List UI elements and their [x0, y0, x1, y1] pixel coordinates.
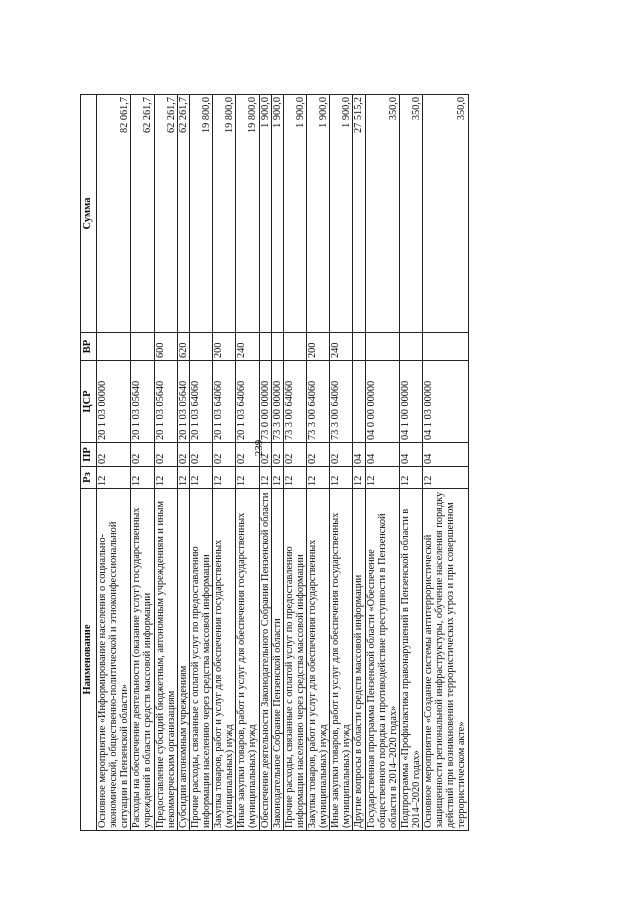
page-number: 239: [253, 439, 265, 457]
cell-name: Законодательное Собрание Пензенской области: [271, 489, 283, 831]
cell-pr: 04: [423, 443, 468, 467]
cell-vr: 600: [154, 333, 177, 361]
header-name: Наименование: [81, 489, 97, 831]
cell-pr: 02: [306, 443, 329, 467]
cell-sum: 62 261,7: [154, 95, 177, 333]
cell-vr: [399, 333, 422, 361]
cell-pr: 02: [283, 443, 306, 467]
cell-sum: 1 900,0: [283, 95, 306, 333]
cell-csr: [353, 361, 365, 443]
cell-pr: 02: [154, 443, 177, 467]
cell-name: Предоставление субсидий бюджетным, автономным учреждениям и иным некоммерческим организациям: [154, 489, 177, 831]
cell-rz: 12: [213, 467, 236, 489]
table-row: [330, 95, 353, 831]
table-row: [131, 95, 154, 831]
cell-rz: 12: [131, 467, 154, 489]
cell-csr: 73 0 00 00000: [259, 361, 271, 443]
cell-rz: 12: [177, 467, 189, 489]
cell-rz: 12: [154, 467, 177, 489]
cell-rz: 12: [399, 467, 422, 489]
cell-name: Обеспечение деятельности Законодательного Собрания Пензенской области: [259, 489, 271, 831]
cell-rz: 12: [306, 467, 329, 489]
table-row: [271, 95, 283, 831]
table-row: [283, 95, 306, 831]
table-row: [423, 95, 468, 831]
table-row: [213, 95, 236, 831]
cell-pr: 02: [330, 443, 353, 467]
cell-sum: 82 061,7: [97, 95, 131, 333]
cell-vr: 620: [177, 333, 189, 361]
cell-sum: 19 800,0: [189, 95, 212, 333]
cell-pr: 02: [236, 443, 259, 467]
cell-csr: 04 1 03 00000: [423, 361, 468, 443]
cell-pr: 04: [365, 443, 399, 467]
cell-rz: 12: [97, 467, 131, 489]
cell-sum: 27 515,2: [353, 95, 365, 333]
rotated-page-content: [80, 95, 540, 831]
cell-csr: 04 0 00 00000: [365, 361, 399, 443]
cell-csr: 20 1 03 64060: [189, 361, 212, 443]
cell-rz: 12: [423, 467, 468, 489]
cell-sum: 1 900,0: [271, 95, 283, 333]
cell-pr: 02: [213, 443, 236, 467]
cell-rz: 12: [259, 467, 271, 489]
header-rz: Рз: [81, 467, 97, 489]
cell-rz: 12: [283, 467, 306, 489]
table-header-row: [81, 95, 97, 831]
cell-csr: 73 3 00 00000: [271, 361, 283, 443]
cell-name: Закупка товаров, работ и услуг для обеспечения государственных (муниципальных) нужд: [306, 489, 329, 831]
cell-name: Иные закупки товаров, работ и услуг для обеспечения государственных (муниципальных) нужд: [236, 489, 259, 831]
cell-pr: 02: [189, 443, 212, 467]
cell-name: Основное мероприятие «Создание системы антитеррористической защищенности региональной инфраструктуры, обучение населения порядку действий при возникновении террористических угроз и при совершенном террористическом акте»: [423, 489, 468, 831]
cell-sum: 19 800,0: [236, 95, 259, 333]
cell-name: Прочие расходы, связанные с оплатой услуг по предоставлению информации населению через средства массовой информации: [189, 489, 212, 831]
cell-rz: 12: [365, 467, 399, 489]
cell-vr: [97, 333, 131, 361]
cell-pr: 04: [353, 443, 365, 467]
table-row: [259, 95, 271, 831]
table-row: [365, 95, 399, 831]
cell-rz: 12: [189, 467, 212, 489]
table-row: [154, 95, 177, 831]
cell-rz: 12: [271, 467, 283, 489]
cell-sum: 1 900,0: [259, 95, 271, 333]
cell-name: Другие вопросы в области средств массовой информации: [353, 489, 365, 831]
budget-table: [80, 94, 469, 831]
cell-name: Подпрограмма «Профилактика правонарушений в Пензенской области в 2014–2020 годах»: [399, 489, 422, 831]
table-row: [353, 95, 365, 831]
header-sum: Сумма: [81, 95, 97, 333]
cell-pr: 02: [97, 443, 131, 467]
cell-csr: 20 1 03 64060: [213, 361, 236, 443]
cell-vr: 200: [306, 333, 329, 361]
header-pr: ПР: [81, 443, 97, 467]
cell-csr: 04 1 00 00000: [399, 361, 422, 443]
cell-vr: 240: [236, 333, 259, 361]
table-row: [236, 95, 259, 831]
cell-vr: [271, 333, 283, 361]
cell-name: Прочие расходы, связанные с оплатой услуг по предоставлению информации населению через средства массовой информации: [283, 489, 306, 831]
cell-rz: 12: [353, 467, 365, 489]
cell-pr: 02: [271, 443, 283, 467]
cell-sum: 62 261,7: [177, 95, 189, 333]
cell-rz: 12: [330, 467, 353, 489]
cell-name: Иные закупки товаров, работ и услуг для обеспечения государственных (муниципальных) нужд: [330, 489, 353, 831]
cell-csr: 20 1 03 64060: [236, 361, 259, 443]
cell-name: Государственная программа Пензенской области «Обеспечение общественного порядка и противодействие преступности в Пензенской области в 2014–2020 годах»: [365, 489, 399, 831]
table-row: [399, 95, 422, 831]
cell-vr: [353, 333, 365, 361]
cell-csr: 73 3 00 64060: [330, 361, 353, 443]
cell-vr: 240: [330, 333, 353, 361]
cell-sum: 1 900,0: [306, 95, 329, 333]
cell-vr: [259, 333, 271, 361]
cell-csr: 20 1 03 00000: [97, 361, 131, 443]
cell-sum: 1 900,0: [330, 95, 353, 333]
cell-pr: 02: [177, 443, 189, 467]
cell-name: Закупка товаров, работ и услуг для обеспечения государственных (муниципальных) нужд: [213, 489, 236, 831]
table-row: [97, 95, 131, 831]
cell-pr: 02: [259, 443, 271, 467]
cell-vr: [283, 333, 306, 361]
cell-sum: 350,0: [399, 95, 422, 333]
cell-csr: 73 3 00 64060: [283, 361, 306, 443]
cell-vr: 200: [213, 333, 236, 361]
cell-rz: 12: [236, 467, 259, 489]
cell-sum: 62 261,7: [131, 95, 154, 333]
header-csr: ЦСР: [81, 361, 97, 443]
table-row: [177, 95, 189, 831]
cell-csr: 20 1 03 05640: [154, 361, 177, 443]
cell-csr: 20 1 03 05640: [131, 361, 154, 443]
cell-sum: 350,0: [365, 95, 399, 333]
cell-sum: 19 800,0: [213, 95, 236, 333]
cell-pr: 02: [131, 443, 154, 467]
cell-vr: [131, 333, 154, 361]
cell-csr: 73 3 00 64060: [306, 361, 329, 443]
cell-sum: 350,0: [423, 95, 468, 333]
cell-csr: 20 1 03 05640: [177, 361, 189, 443]
cell-pr: 04: [399, 443, 422, 467]
cell-name: Субсидии автономным учреждениям: [177, 489, 189, 831]
header-vr: ВР: [81, 333, 97, 361]
cell-name: Расходы на обеспечение деятельности (оказание услуг) государственных учреждений в области средств массовой информации: [131, 489, 154, 831]
cell-vr: [423, 333, 468, 361]
cell-vr: [189, 333, 212, 361]
table-row: [306, 95, 329, 831]
table-row: [189, 95, 212, 831]
cell-name: Основное мероприятие «Информирование населения о социально-экономической, общественно-политической и этноконфессиональной ситуации в Пензенской области»: [97, 489, 131, 831]
cell-vr: [365, 333, 399, 361]
